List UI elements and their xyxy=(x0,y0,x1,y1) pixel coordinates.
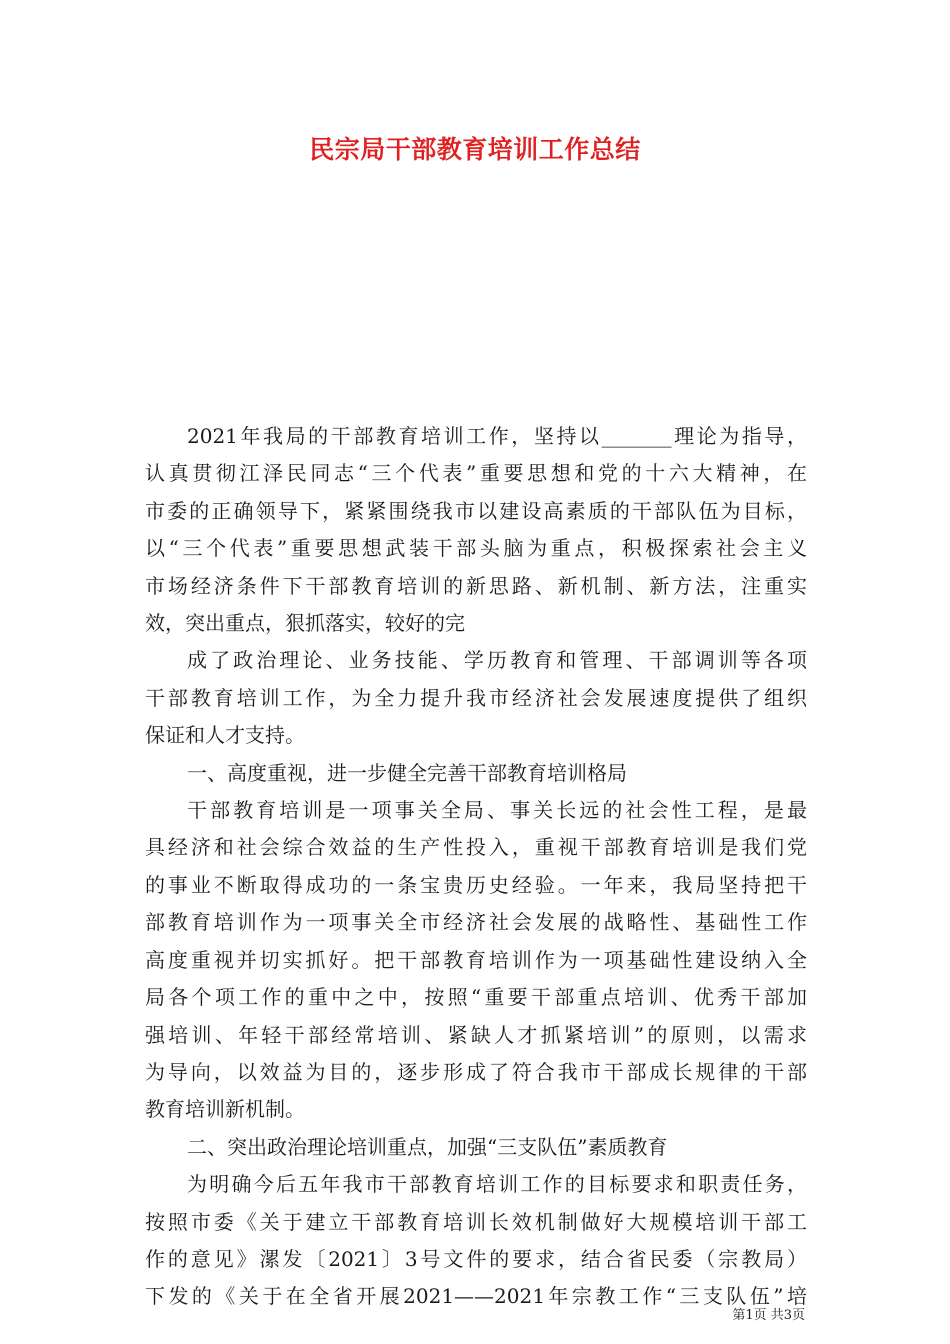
document-title: 民宗局干部教育培训工作总结 xyxy=(309,135,641,164)
text-line: 作的意见》漯发〔2021〕3号文件的要求，结合省民委（宗教局） xyxy=(145,1246,807,1271)
text-line: 二、突出政治理论培训重点，加强“三支队伍”素质教育 xyxy=(187,1134,668,1159)
text-line: 为明确今后五年我市干部教育培训工作的目标要求和职责任务， xyxy=(187,1172,807,1197)
text-line: 干部教育培训工作，为全力提升我市经济社会发展速度提供了组织 xyxy=(145,685,807,710)
text-line: 成了政治理论、业务技能、学历教育和管理、干部调训等各项 xyxy=(187,648,807,673)
text-line: 教育培训新机制。 xyxy=(145,1097,305,1122)
paragraph xyxy=(145,642,807,754)
text-line: 干部教育培训是一项事关全局、事关长远的社会性工程，是最 xyxy=(187,798,807,823)
text-line: 下发的《关于在全省开展2021——2021年宗教工作“三支队伍”培 xyxy=(145,1284,807,1309)
text-line: 一、高度重视，进一步健全完善干部教育培训格局 xyxy=(187,760,627,785)
paragraph xyxy=(145,1166,807,1316)
text-line: 市场经济条件下干部教育培训的新思路、新机制、新方法，注重实 xyxy=(145,573,807,598)
text-line: 市委的正确领导下，紧紧围绕我市以建设高素质的干部队伍为目标， xyxy=(145,498,807,523)
text-line: 按照市委《关于建立干部教育培训长效机制做好大规模培训干部工 xyxy=(145,1209,807,1234)
text-line: 强培训、年轻干部经常培训、紧缺人才抓紧培训”的原则，以需求 xyxy=(145,1022,807,1047)
text-line: 的事业不断取得成功的一条宝贵历史经验。一年来，我局坚持把干 xyxy=(145,872,807,897)
document-body xyxy=(145,418,807,1316)
section-heading xyxy=(145,755,807,792)
text-line: 效，突出重点，狠抓落实，较好的完 xyxy=(145,611,465,636)
text-line: 为导向，以效益为目的，逐步形成了符合我市干部成长规律的干部 xyxy=(145,1059,807,1084)
paragraph xyxy=(145,792,807,1129)
text-line: 认真贯彻江泽民同志“三个代表”重要思想和党的十六大精神，在 xyxy=(145,461,807,486)
paragraph xyxy=(145,418,807,642)
text-line: 保证和人才支持。 xyxy=(145,723,305,748)
text-line: 2021年我局的干部教育培训工作，坚持以_______理论为指导， xyxy=(187,424,807,448)
text-line: 局各个项工作的重中之中，按照“重要干部重点培训、优秀干部加 xyxy=(145,985,807,1010)
section-heading xyxy=(145,1129,807,1166)
text-line: 部教育培训作为一项事关全市经济社会发展的战略性、基础性工作 xyxy=(145,910,807,935)
text-line: 高度重视并切实抓好。把干部教育培训作为一项基础性建设纳入全 xyxy=(145,947,807,972)
text-line: 以“三个代表”重要思想武装干部头脑为重点，积极探索社会主义 xyxy=(145,536,807,561)
page-number-footer: 第1页 共3页 xyxy=(732,1308,805,1323)
text-line: 具经济和社会综合效益的生产性投入，重视干部教育培训是我们党 xyxy=(145,835,807,860)
